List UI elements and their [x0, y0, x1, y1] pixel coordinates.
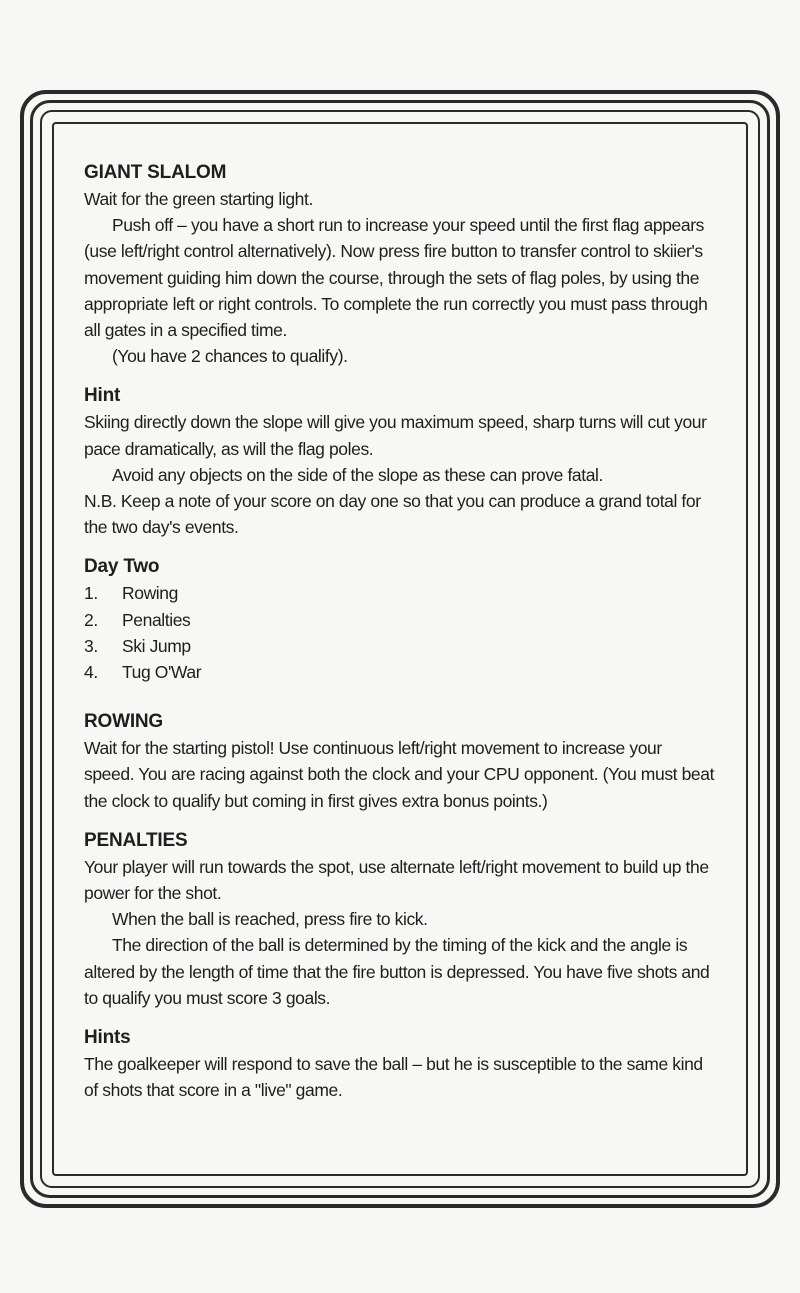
day-two-section: [84, 554, 716, 685]
list-item-number: 1.: [84, 583, 98, 604]
hints-text-1: The goalkeeper will respond to save the ball – but he is susceptible to the same kind of shots that score in a "live" game.: [84, 1054, 703, 1101]
penalties-text-2: When the ball is reached, press fire to kick.: [112, 909, 428, 930]
list-item-label: Rowing: [122, 583, 178, 604]
list-item-number: 2.: [84, 609, 98, 630]
list-item-label: Penalties: [122, 609, 191, 630]
rowing-text-1: Wait for the starting pistol! Use continuous left/right movement to increase your speed. You are racing against both the clock and your CPU opponent. (You must beat the clock to qualify but coming in first gives extra bonus points.): [84, 738, 715, 811]
list-item: [84, 659, 716, 685]
hint-text-3: N.B. Keep a note of your score on day one so that you can produce a grand total for the two day's events.: [84, 491, 701, 538]
giant-slalom-text-2: Push off – you have a short run to increase your speed until the first flag appears (use left/right control alternatively). Now press fire button to transfer control to skiier's movement guiding him down the course, through the sets of flag poles, by using the appropriate left or right controls. To complete the run correctly you must pass through all gates in a specified time.: [84, 215, 708, 341]
hints-heading: Hints: [84, 1027, 131, 1049]
list-item-label: Tug O'War: [122, 662, 202, 683]
manual-page-content: [84, 160, 716, 1117]
list-item-number: 4.: [84, 662, 98, 683]
giant-slalom-heading: GIANT SLALOM: [84, 162, 227, 183]
penalties-text-3: The direction of the ball is determined by the timing of the kick and the angle is altered by the length of time that the fire button is depressed. You have five shots and to qualify you must score 3 goals.: [84, 935, 710, 1008]
hint-heading: Hint: [84, 385, 121, 407]
hint-section: [84, 383, 716, 540]
rowing-heading: ROWING: [84, 711, 164, 733]
giant-slalom-section: [84, 160, 716, 369]
penalties-text-1: Your player will run towards the spot, use alternate left/right movement to build up the power for the shot.: [84, 856, 709, 904]
list-item: [84, 633, 716, 659]
hint-text-1: Skiing directly down the slope will give you maximum speed, sharp turns will cut your pace dramatically, as will the flag poles.: [84, 412, 707, 459]
list-item: [84, 580, 716, 606]
day-two-heading: Day Two: [84, 556, 160, 578]
list-item-number: 3.: [84, 635, 98, 656]
day-two-event-list: [84, 580, 716, 685]
hint-text-2: Avoid any objects on the side of the slope as these can prove fatal.: [112, 464, 604, 485]
giant-slalom-text-3: (You have 2 chances to qualify).: [112, 346, 348, 367]
giant-slalom-text-1: Wait for the green starting light.: [84, 189, 313, 209]
penalties-section: [84, 828, 716, 1011]
hints-section: [84, 1025, 716, 1103]
list-item-label: Ski Jump: [122, 635, 191, 656]
list-item: [84, 607, 716, 633]
rowing-section: [84, 709, 716, 814]
penalties-heading: PENALTIES: [84, 829, 188, 851]
